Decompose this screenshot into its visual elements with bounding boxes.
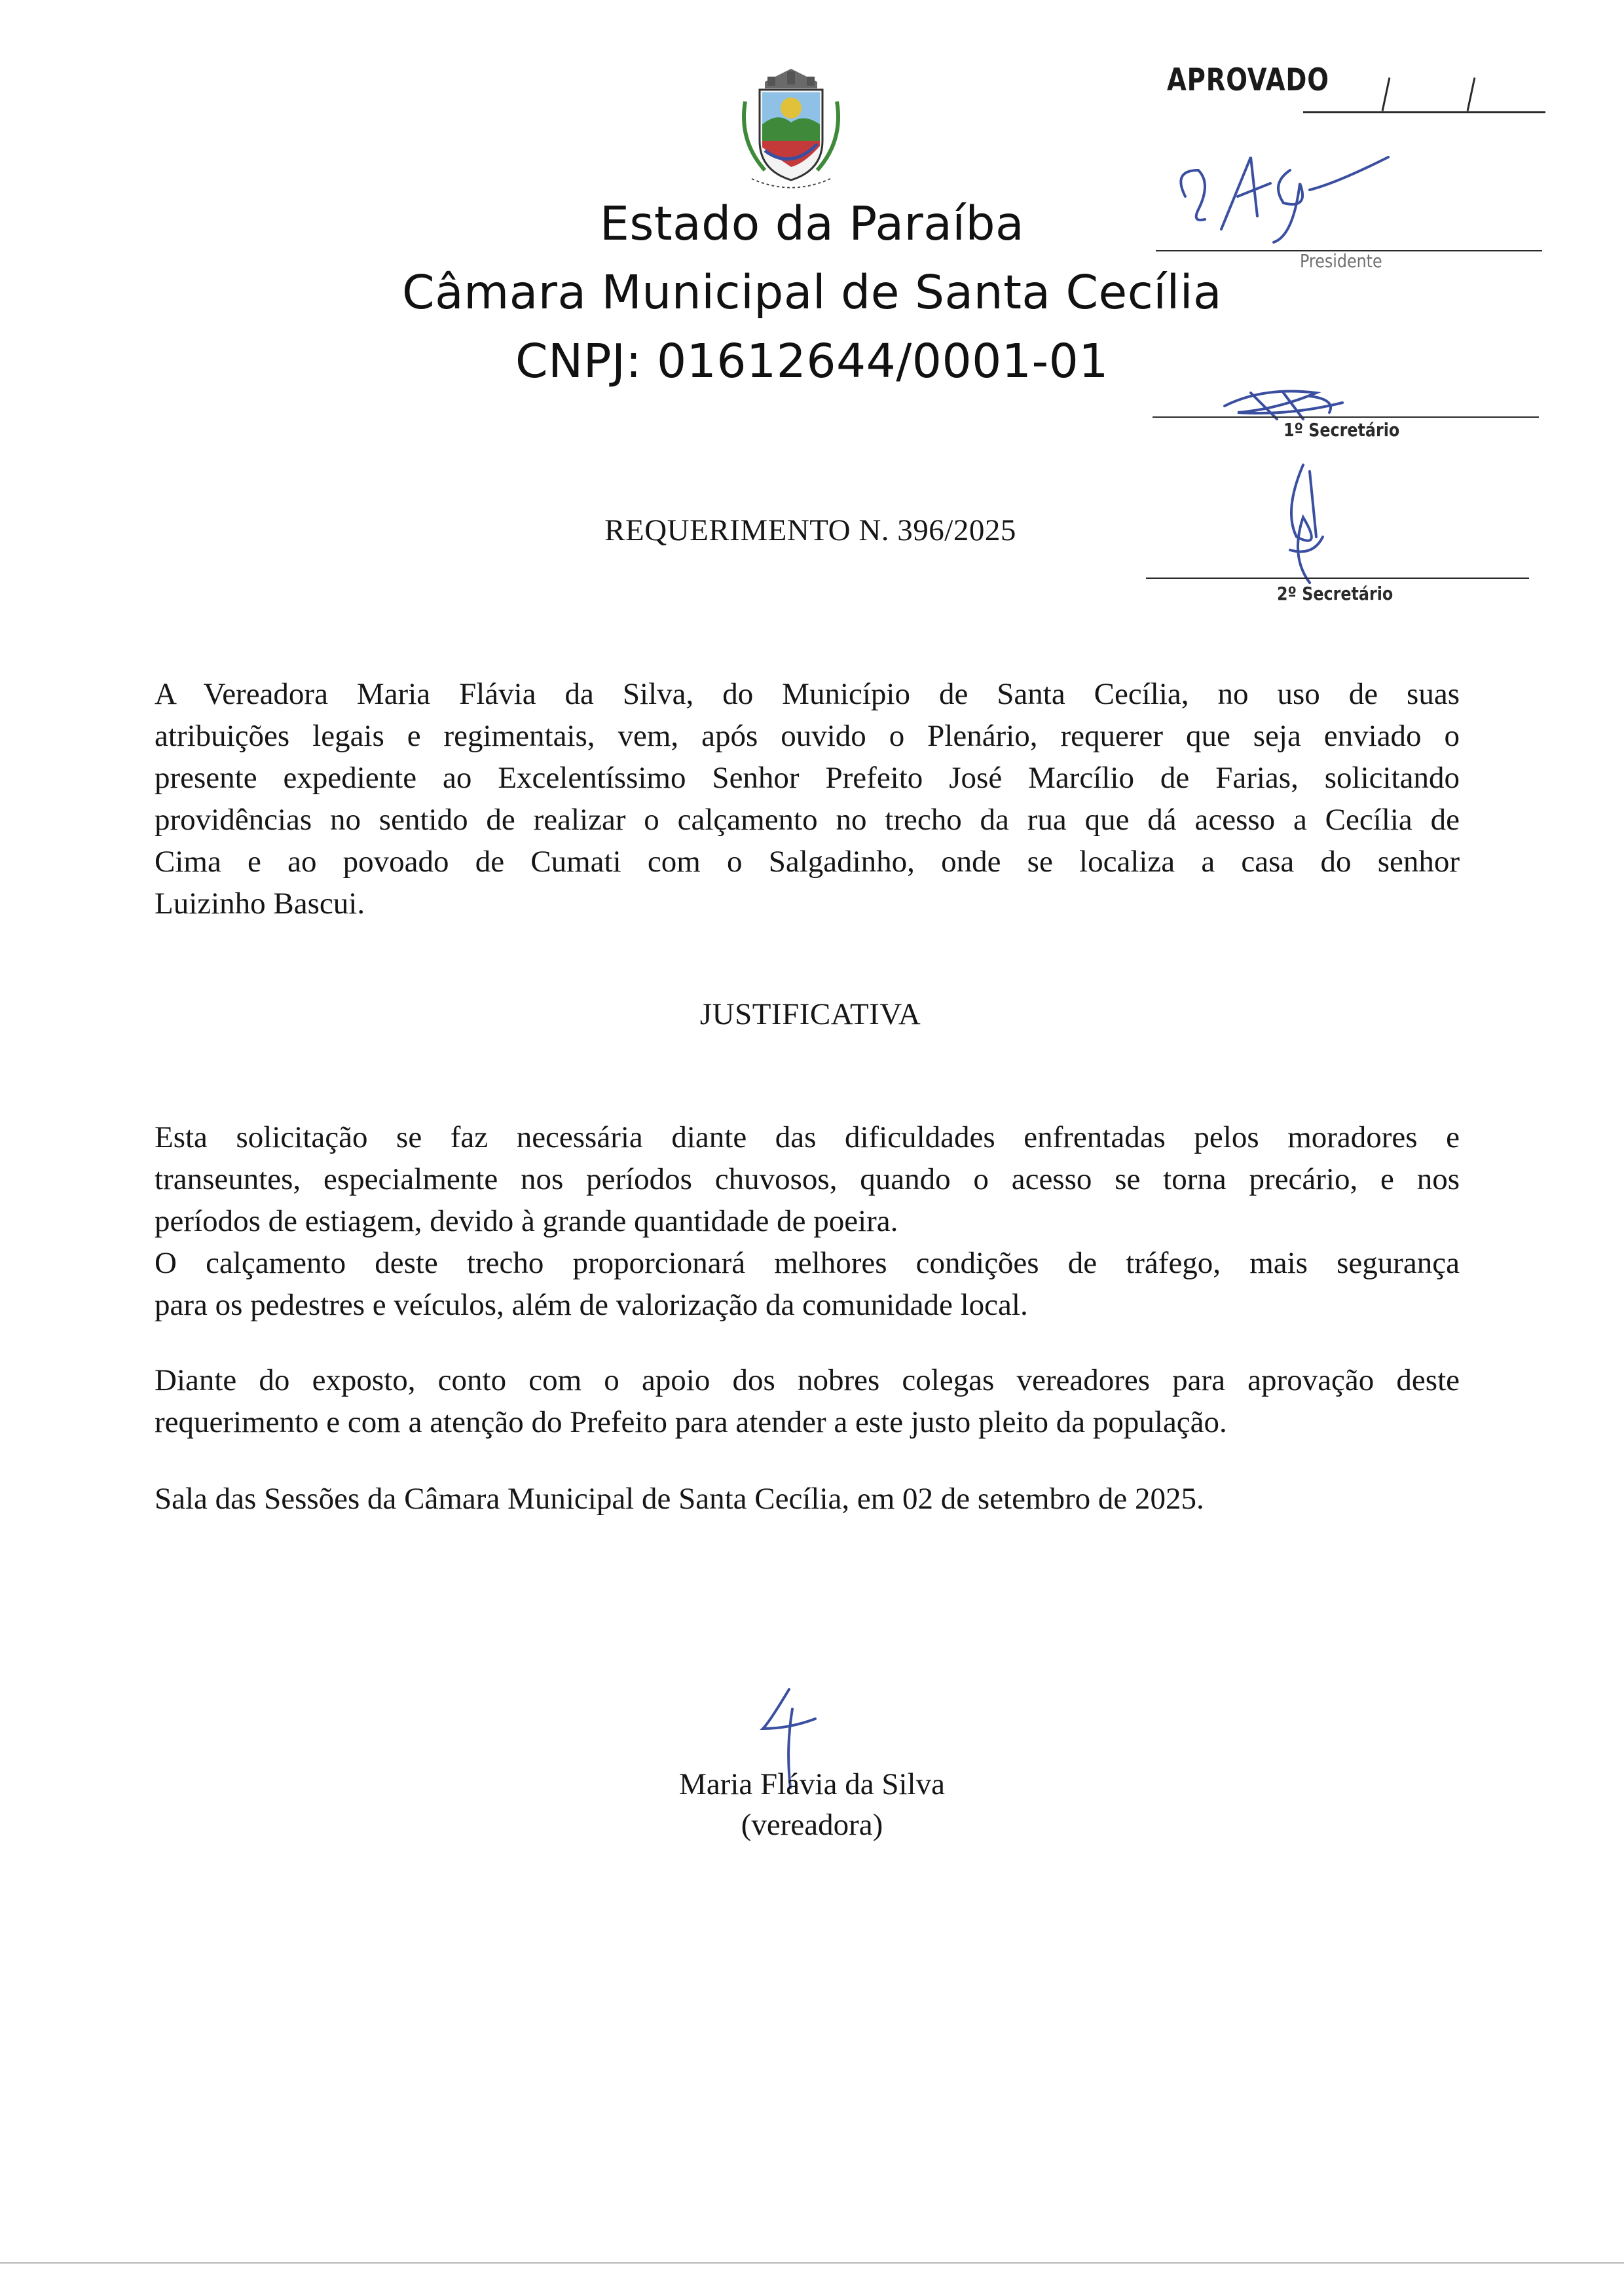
chamber-heading: Câmara Municipal de Santa Cecília [402,265,1222,320]
requirement-paragraph [155,673,1460,925]
author-name: Maria Flávia da Silva [679,1767,945,1801]
paragraph-line: Cima e ao povoado de Cumati com o Salgadinho, onde se localiza a casa do senhor [155,845,1460,879]
first-secretary-caption: 1º Secretário [1283,419,1400,441]
closing-line: Sala das Sessões da Câmara Municipal de Santa Cecília, em 02 de setembro de 2025. [155,1482,1204,1516]
paragraph-line: presente expediente ao Excelentíssimo Senhor Prefeito José Marcílio de Farias, solicitando [155,761,1460,795]
paragraph-line: períodos de estiagem, devido à grande quantidade de poeira. [155,1204,898,1238]
page-footer-divider [0,2262,1624,2264]
conclusion-paragraph [155,1359,1460,1443]
justification-paragraph [155,1116,1460,1326]
justification-title: JUSTIFICATIVA [699,997,921,1031]
paragraph-line: A Vereadora Maria Flávia da Silva, do Município de Santa Cecília, no uso de suas [155,677,1460,711]
president-caption: Presidente [1300,250,1382,272]
paragraph-line: atribuições legais e regimentais, vem, após ouvido o Plenário, requerer que seja enviado o [155,719,1460,753]
approval-date-slash-1 [1382,77,1391,111]
paragraph-line: providências no sentido de realizar o calçamento no trecho da rua que dá acesso a Cecília de [155,803,1460,837]
paragraph-line: Luizinho Bascui. [155,887,365,921]
second-secretary-caption: 2º Secretário [1277,583,1393,604]
cnpj-heading: CNPJ: 01612644/0001-01 [515,334,1109,388]
first-secretary-signature-line [1153,416,1539,418]
second-secretary-signature-line [1146,578,1529,579]
municipal-crest-icon [726,62,857,200]
paragraph-line: Esta solicitação se faz necessária diante das dificuldades enfrentadas pelos moradores e [155,1120,1460,1154]
state-heading: Estado da Paraíba [599,196,1025,251]
paragraph-line: requerimento e com a atenção do Prefeito para atender a este justo pleito da população. [155,1405,1227,1439]
president-signature-icon [1159,144,1395,255]
approval-date-slash-2 [1467,77,1476,111]
paragraph-line: para os pedestres e veículos, além de valorização da comunidade local. [155,1288,1028,1322]
approved-label: APROVADO [1167,62,1329,98]
author-role: (vereadora) [741,1808,883,1842]
paragraph-line: Diante do exposto, conto com o apoio dos nobres colegas vereadores para aprovação deste [155,1363,1460,1397]
paragraph-line: O calçamento deste trecho proporcionará melhores condições de tráfego, mais segurança [155,1246,1460,1280]
paragraph-line: transeuntes, especialmente nos períodos chuvosos, quando o acesso se torna precário, e nos [155,1162,1460,1196]
requirement-title: REQUERIMENTO N. 396/2025 [604,513,1016,547]
approval-date-line [1303,111,1545,113]
